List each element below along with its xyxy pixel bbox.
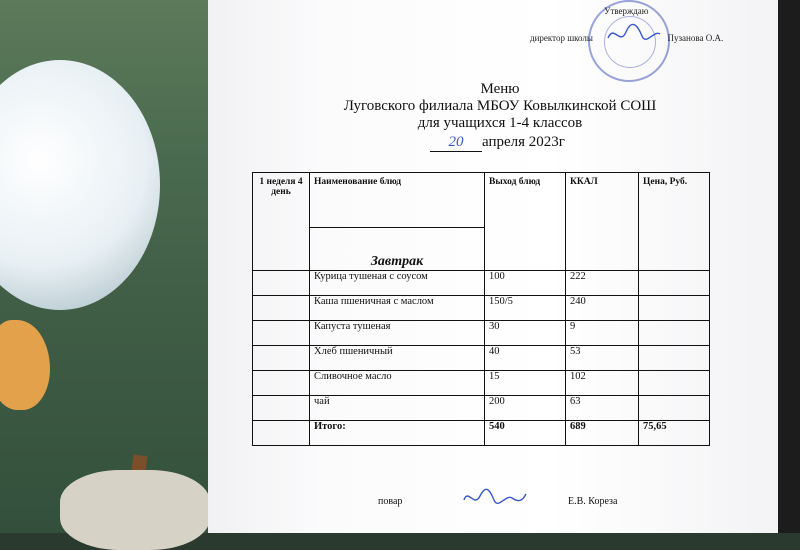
menu-title: Меню <box>480 81 520 97</box>
dish-yield: 150/5 <box>485 296 566 321</box>
dish-kcal: 53 <box>566 346 639 371</box>
table-row <box>253 296 710 321</box>
dish-price <box>639 321 710 346</box>
student-group: для учащихся 1-4 классов <box>417 115 583 131</box>
director-signature <box>604 20 664 50</box>
dish-price <box>639 346 710 371</box>
dish-name: Сливочное масло <box>310 371 485 396</box>
menu-date-day: 20 <box>430 134 482 152</box>
dish-kcal: 9 <box>566 321 639 346</box>
dish-yield: 100 <box>485 271 566 296</box>
dish-name: Каша пшеничная с маслом <box>310 296 485 321</box>
total-price: 75,65 <box>639 421 710 446</box>
table-row <box>253 321 710 346</box>
cook-name: Е.В. Кореза <box>568 496 618 507</box>
dish-name: чай <box>310 396 485 421</box>
header-kcal: ККАЛ <box>566 173 639 271</box>
dish-kcal: 222 <box>566 271 639 296</box>
dish-kcal: 63 <box>566 396 639 421</box>
header-yield: Выход блюд <box>485 173 566 271</box>
background-right-edge <box>775 0 800 533</box>
dish-kcal: 102 <box>566 371 639 396</box>
approval-label: Утверждаю <box>604 6 649 16</box>
director-label: директор школы <box>530 33 593 43</box>
header-week: 1 неделя 4 день <box>253 173 310 271</box>
menu-date-rest: апреля 2023г <box>482 134 565 150</box>
table-row <box>253 371 710 396</box>
total-kcal: 689 <box>566 421 639 446</box>
dish-yield: 30 <box>485 321 566 346</box>
menu-table <box>252 172 710 446</box>
cook-label: повар <box>378 496 403 507</box>
dish-price <box>639 396 710 421</box>
table-row <box>253 346 710 371</box>
dish-yield: 40 <box>485 346 566 371</box>
director-name: Пузанова О.А. <box>667 33 724 43</box>
school-name: Луговского филиала МБОУ Ковылкинской СОШ <box>343 98 657 114</box>
dish-price <box>639 371 710 396</box>
total-yield: 540 <box>485 421 566 446</box>
dish-name: Хлеб пшеничный <box>310 346 485 371</box>
table-header-row <box>253 173 710 228</box>
total-label: Итого: <box>310 421 485 446</box>
dish-yield: 200 <box>485 396 566 421</box>
header-dish: Наименование блюд <box>310 173 485 228</box>
header-price: Цена, Руб. <box>639 173 710 271</box>
meal-name: Завтрак <box>310 228 485 271</box>
dish-yield: 15 <box>485 371 566 396</box>
background-cartoon-hand <box>60 470 210 550</box>
menu-date <box>430 134 630 152</box>
dish-price <box>639 271 710 296</box>
cook-signature <box>460 486 530 512</box>
total-row <box>253 421 710 446</box>
dish-kcal: 240 <box>566 296 639 321</box>
dish-name: Капуста тушеная <box>310 321 485 346</box>
table-row <box>253 396 710 421</box>
dish-price <box>639 296 710 321</box>
table-row <box>253 271 710 296</box>
dish-name: Курица тушеная с соусом <box>310 271 485 296</box>
